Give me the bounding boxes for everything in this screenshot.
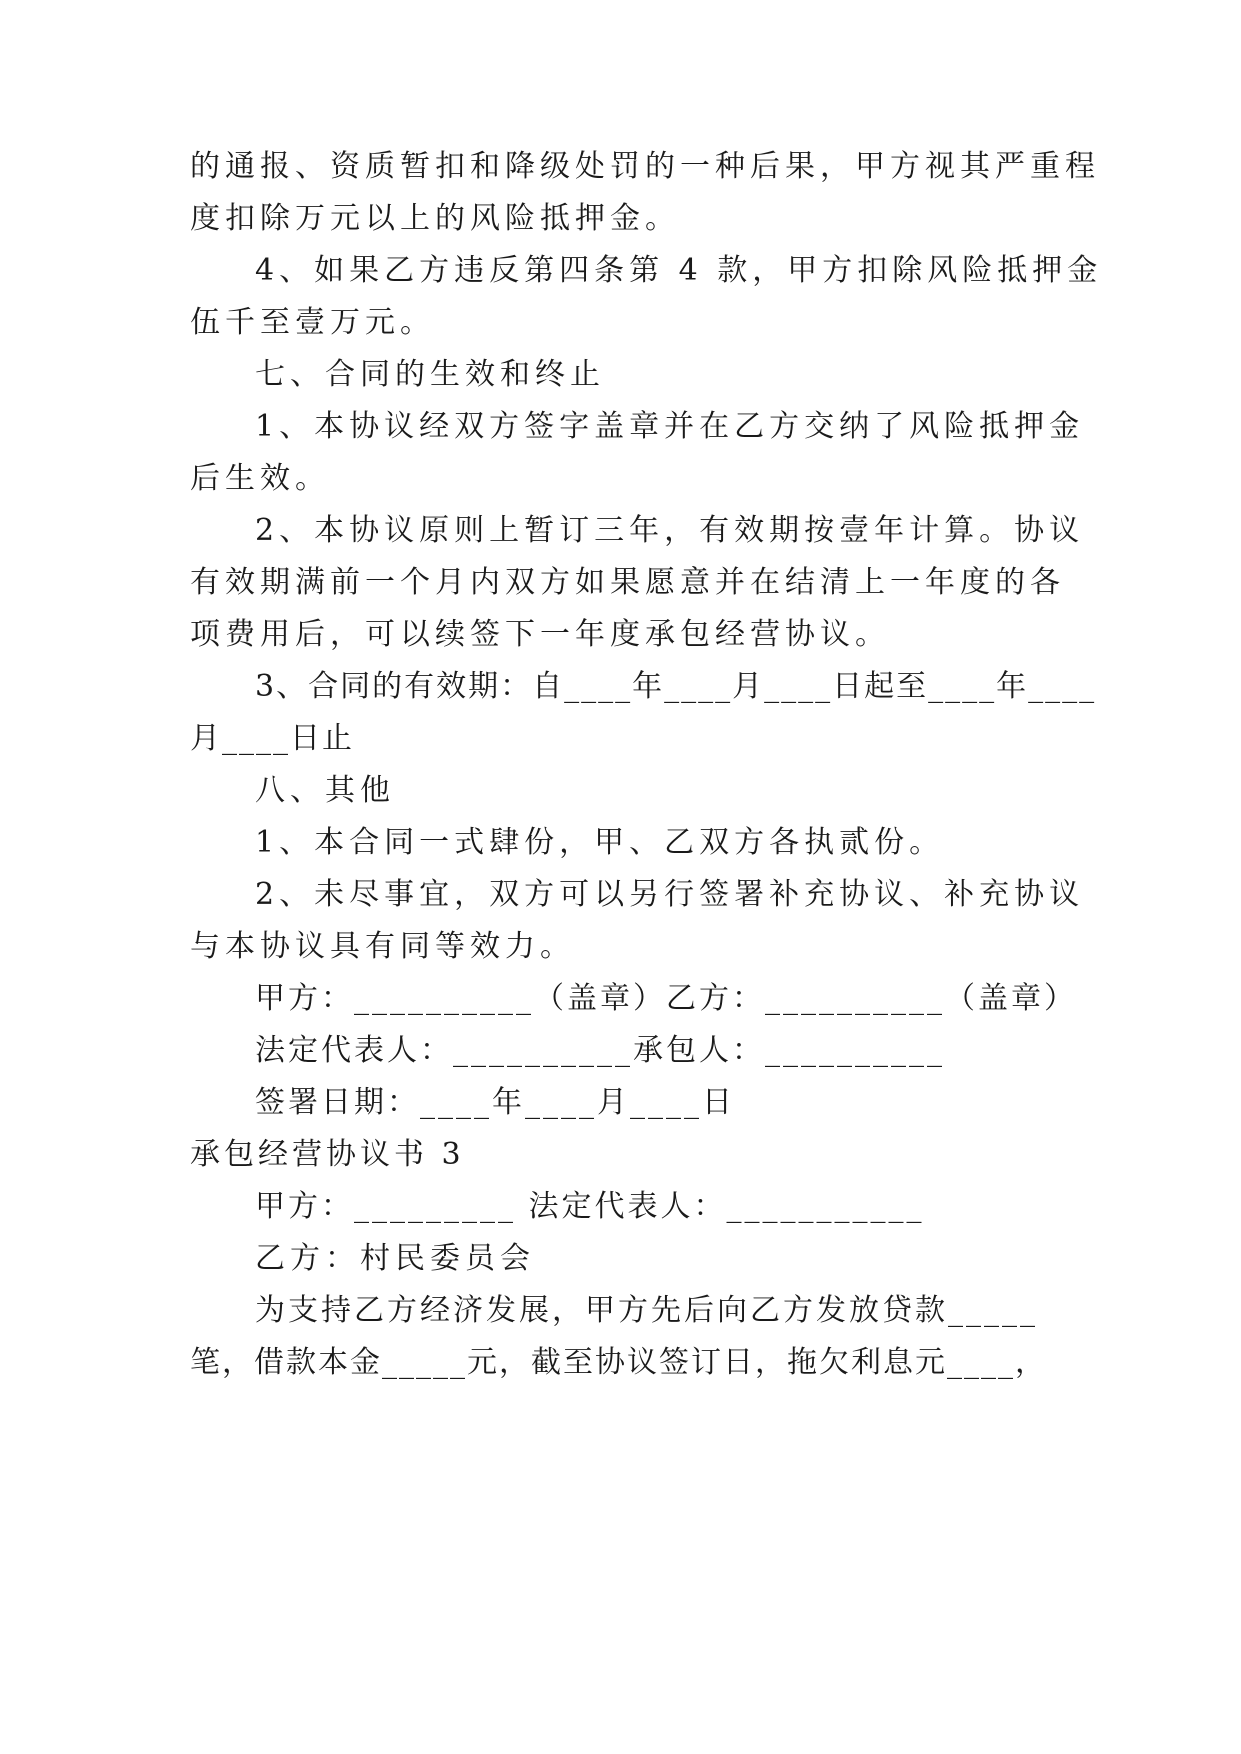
- section-heading: 七、合同的生效和终止: [255, 357, 605, 392]
- text-line: 为支持乙方经济发展，甲方先后向乙方发放贷款_____: [255, 1293, 1038, 1328]
- text-line: 后生效。: [190, 461, 330, 496]
- text-line: 1、本合同一式肆份，甲、乙双方各执贰份。: [255, 825, 945, 860]
- text-line: 有效期满前一个月内双方如果愿意并在结清上一年度的各: [190, 565, 1065, 600]
- party-line: 乙方：村民委员会: [255, 1241, 535, 1276]
- text-line: 3、合同的有效期：自____年____月____日起至____年____: [255, 669, 1097, 704]
- signature-line: 甲方：__________（盖章）乙方：__________（盖章）: [255, 981, 1077, 1016]
- section-heading: 八、其他: [255, 773, 395, 808]
- text-line: 与本协议具有同等效力。: [190, 929, 575, 964]
- text-line: 笔，借款本金_____元，截至协议签订日，拖欠利息元____，: [190, 1345, 1047, 1380]
- signature-date-line: 签署日期：____年____月____日: [255, 1085, 735, 1120]
- text-line: 度扣除万元以上的风险抵押金。: [190, 201, 680, 236]
- text-line: 2、未尽事宜，双方可以另行签署补充协议、补充协议: [255, 877, 1085, 912]
- text-line: 4、如果乙方违反第四条第 4 款，甲方扣除风险抵押金: [255, 253, 1103, 288]
- text-line: 1、本协议经双方签字盖章并在乙方交纳了风险抵押金: [255, 409, 1085, 444]
- text-line: 伍千至壹万元。: [190, 305, 435, 340]
- party-line: 甲方：_________ 法定代表人：___________: [255, 1189, 925, 1224]
- signature-line: 法定代表人：__________承包人：__________: [255, 1033, 945, 1068]
- text-line: 2、本协议原则上暂订三年，有效期按壹年计算。协议: [255, 513, 1085, 548]
- text-line: 项费用后，可以续签下一年度承包经营协议。: [190, 617, 890, 652]
- section-title: 承包经营协议书 3: [190, 1137, 465, 1172]
- text-line: 月____日止: [190, 721, 354, 756]
- text-line: 的通报、资质暂扣和降级处罚的一种后果，甲方视其严重程: [190, 149, 1100, 184]
